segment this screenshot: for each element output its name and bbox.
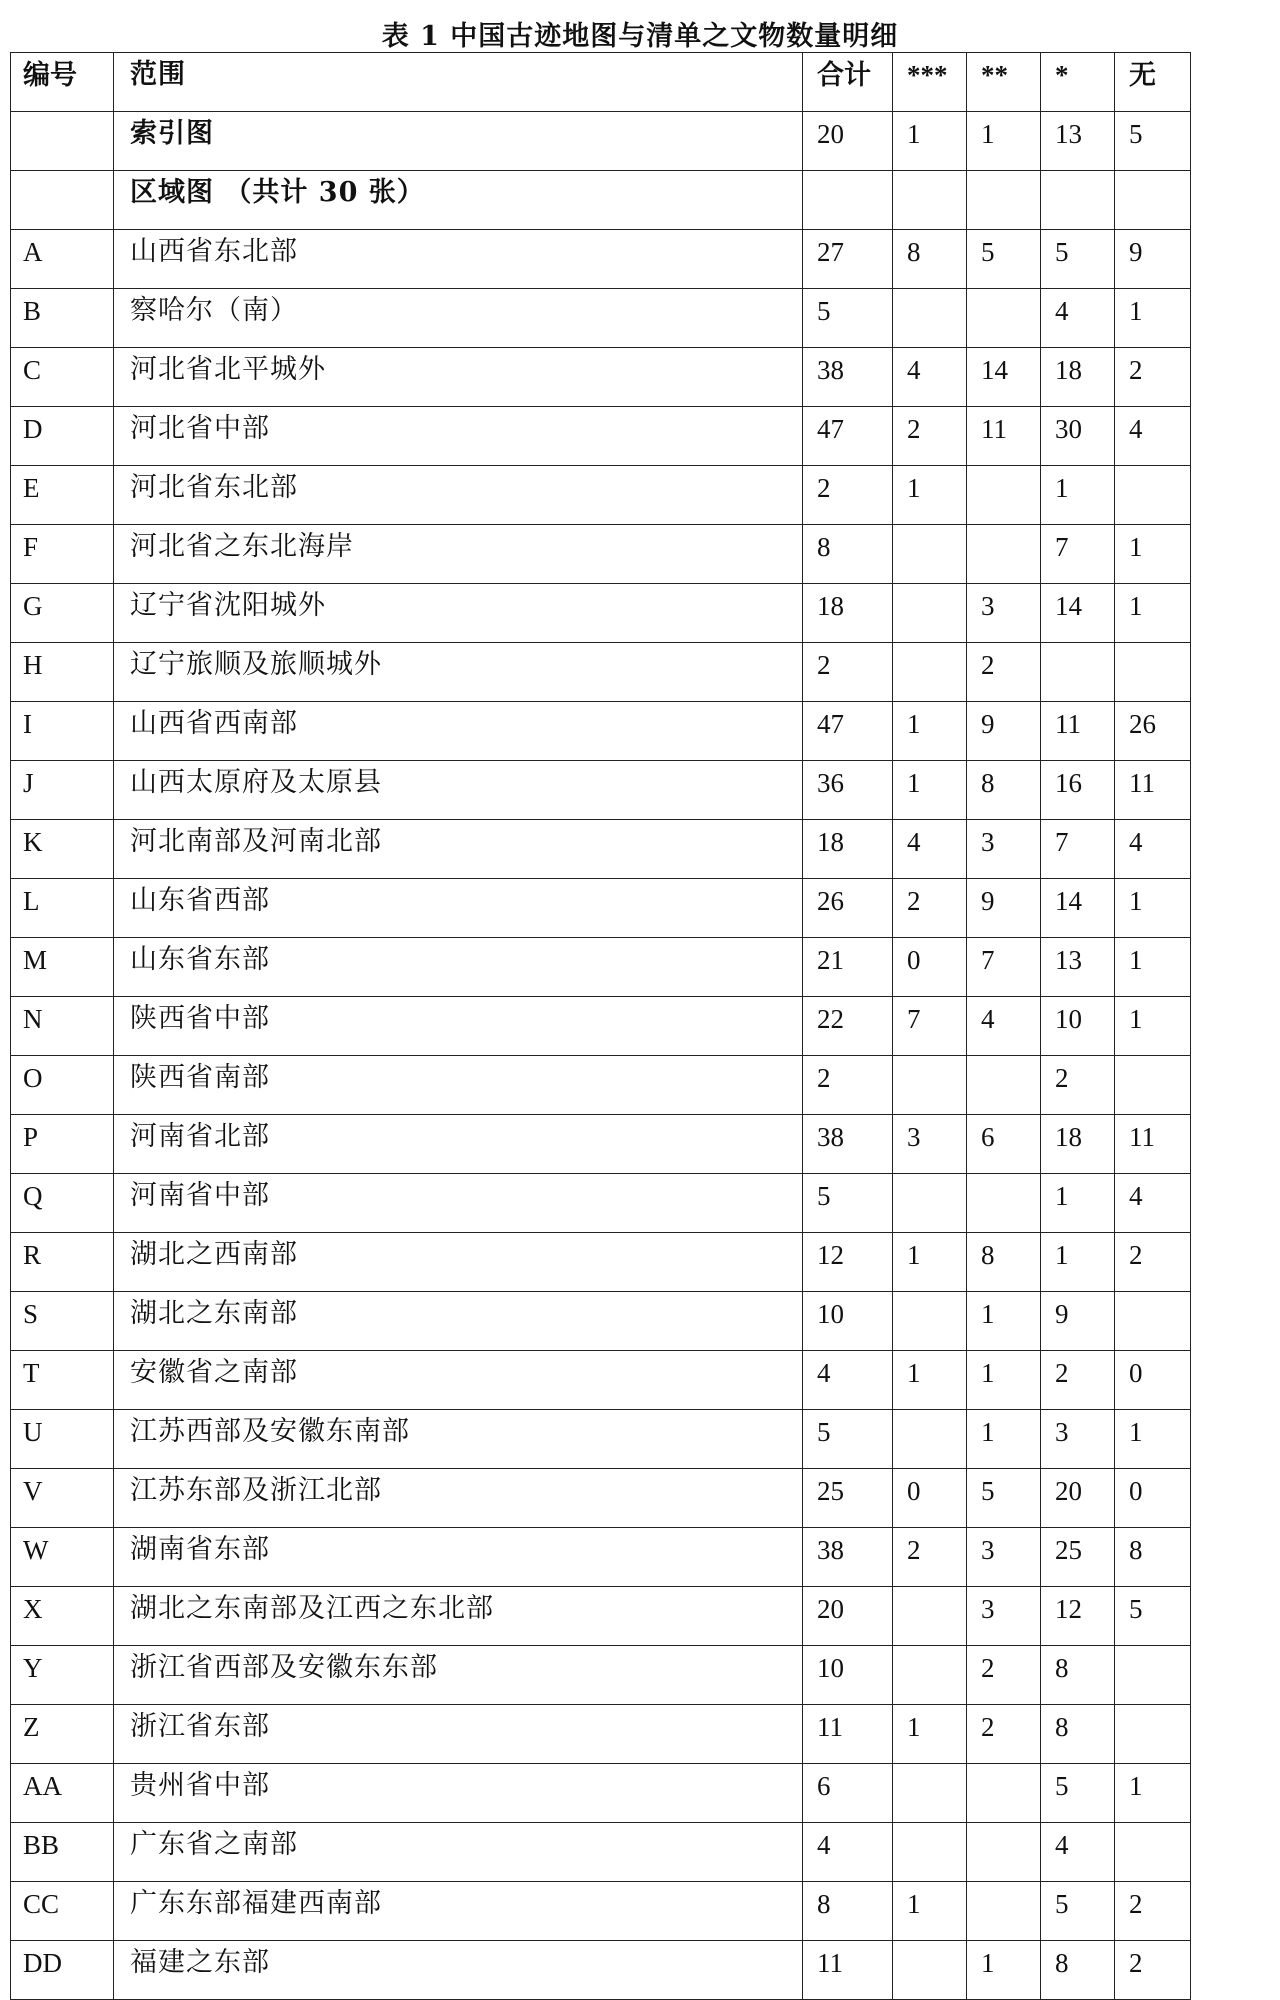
one-star-cell: 5: [1041, 1764, 1115, 1823]
one-star-cell: 16: [1041, 761, 1115, 820]
table-row: [11, 407, 1191, 466]
regional-maps-row: [11, 171, 1191, 230]
code-cell: N: [11, 997, 114, 1056]
column-header: 合计: [803, 53, 893, 112]
two-star-cell: 3: [967, 820, 1041, 879]
code-cell: U: [11, 1410, 114, 1469]
one-star-cell: 2: [1041, 1351, 1115, 1410]
two-star-cell: 4: [967, 997, 1041, 1056]
code-cell: F: [11, 525, 114, 584]
none-cell: [1115, 643, 1191, 702]
table-row: [11, 1351, 1191, 1410]
one-star-cell: [1041, 643, 1115, 702]
total-cell: 38: [803, 1528, 893, 1587]
code-cell: R: [11, 1233, 114, 1292]
code-cell: W: [11, 1528, 114, 1587]
code-cell: Q: [11, 1174, 114, 1233]
scope-cell: 河北南部及河南北部: [114, 820, 803, 879]
three-star-cell: 7: [893, 997, 967, 1056]
table-row: [11, 1174, 1191, 1233]
none-cell: 4: [1115, 1174, 1191, 1233]
none-cell: 1: [1115, 997, 1191, 1056]
total-cell: 5: [803, 289, 893, 348]
three-star-cell: 1: [893, 761, 967, 820]
total-cell: 22: [803, 997, 893, 1056]
one-star-cell: 2: [1041, 1056, 1115, 1115]
scope-cell: 辽宁省沈阳城外: [114, 584, 803, 643]
none-cell: 1: [1115, 1764, 1191, 1823]
three-star-cell: [893, 584, 967, 643]
scope-cell: 河北省之东北海岸: [114, 525, 803, 584]
column-header: *: [1041, 53, 1115, 112]
code-cell: A: [11, 230, 114, 289]
total-cell: 26: [803, 879, 893, 938]
three-star-cell: 4: [893, 820, 967, 879]
scope-cell: 广东省之南部: [114, 1823, 803, 1882]
three-star-cell: [893, 1823, 967, 1882]
two-star-cell: 3: [967, 1528, 1041, 1587]
two-star-cell: 1: [967, 1351, 1041, 1410]
one-star-cell: 18: [1041, 1115, 1115, 1174]
table-row: [11, 1115, 1191, 1174]
code-cell: P: [11, 1115, 114, 1174]
total-cell: 20: [803, 1587, 893, 1646]
two-star-cell: 3: [967, 1587, 1041, 1646]
none-cell: [1115, 1056, 1191, 1115]
table-row: [11, 230, 1191, 289]
none-cell: 5: [1115, 1587, 1191, 1646]
table-row: [11, 761, 1191, 820]
none-cell: 5: [1115, 112, 1191, 171]
total-cell: 2: [803, 1056, 893, 1115]
one-star-cell: 4: [1041, 289, 1115, 348]
none-cell: [1115, 1646, 1191, 1705]
scope-cell: 河南省北部: [114, 1115, 803, 1174]
table-row: [11, 643, 1191, 702]
two-star-cell: 6: [967, 1115, 1041, 1174]
code-cell: Y: [11, 1646, 114, 1705]
total-cell: 8: [803, 1882, 893, 1941]
one-star-cell: 8: [1041, 1941, 1115, 2000]
two-star-cell: 7: [967, 938, 1041, 997]
three-star-cell: [893, 1174, 967, 1233]
code-cell: T: [11, 1351, 114, 1410]
table-row: [11, 1587, 1191, 1646]
none-cell: 9: [1115, 230, 1191, 289]
total-cell: 38: [803, 348, 893, 407]
three-star-cell: 4: [893, 348, 967, 407]
scope-cell: 河北省东北部: [114, 466, 803, 525]
one-star-cell: 7: [1041, 820, 1115, 879]
scope-cell: 湖北之西南部: [114, 1233, 803, 1292]
total-cell: 2: [803, 643, 893, 702]
table-row: [11, 1292, 1191, 1351]
three-star-cell: 0: [893, 1469, 967, 1528]
table-row: [11, 1056, 1191, 1115]
column-header: 范围: [114, 53, 803, 112]
none-cell: 1: [1115, 525, 1191, 584]
code-cell: I: [11, 702, 114, 761]
table-row: [11, 702, 1191, 761]
three-star-cell: [893, 643, 967, 702]
table-row: [11, 1705, 1191, 1764]
none-cell: 0: [1115, 1351, 1191, 1410]
total-cell: 18: [803, 820, 893, 879]
three-star-cell: [893, 171, 967, 230]
two-star-cell: 8: [967, 1233, 1041, 1292]
total-cell: 4: [803, 1351, 893, 1410]
total-cell: 12: [803, 1233, 893, 1292]
one-star-cell: 20: [1041, 1469, 1115, 1528]
total-cell: 20: [803, 112, 893, 171]
code-cell: J: [11, 761, 114, 820]
one-star-cell: 11: [1041, 702, 1115, 761]
scope-cell: 浙江省东部: [114, 1705, 803, 1764]
table-row: [11, 1528, 1191, 1587]
one-star-cell: 5: [1041, 230, 1115, 289]
one-star-cell: 13: [1041, 938, 1115, 997]
none-cell: 2: [1115, 1941, 1191, 2000]
three-star-cell: 1: [893, 1705, 967, 1764]
two-star-cell: 1: [967, 1941, 1041, 2000]
table-row: [11, 1764, 1191, 1823]
total-cell: 8: [803, 525, 893, 584]
three-star-cell: [893, 289, 967, 348]
table-row: [11, 1941, 1191, 2000]
total-cell: 18: [803, 584, 893, 643]
two-star-cell: 2: [967, 1705, 1041, 1764]
scope-cell: 贵州省中部: [114, 1764, 803, 1823]
scope-cell: 江苏西部及安徽东南部: [114, 1410, 803, 1469]
code-cell: L: [11, 879, 114, 938]
one-star-cell: 14: [1041, 879, 1115, 938]
header-row: [11, 53, 1191, 112]
two-star-cell: [967, 1882, 1041, 1941]
three-star-cell: [893, 1764, 967, 1823]
code-cell: G: [11, 584, 114, 643]
none-cell: 26: [1115, 702, 1191, 761]
one-star-cell: 10: [1041, 997, 1115, 1056]
one-star-cell: 13: [1041, 112, 1115, 171]
two-star-cell: [967, 171, 1041, 230]
two-star-cell: [967, 466, 1041, 525]
scope-cell: 湖北之东南部: [114, 1292, 803, 1351]
two-star-cell: [967, 1056, 1041, 1115]
none-cell: 2: [1115, 1233, 1191, 1292]
table-row: [11, 1823, 1191, 1882]
artifact-count-table: [10, 52, 1191, 2000]
one-star-cell: 25: [1041, 1528, 1115, 1587]
none-cell: [1115, 1823, 1191, 1882]
scope-cell: 山西太原府及太原县: [114, 761, 803, 820]
one-star-cell: 8: [1041, 1646, 1115, 1705]
scope-cell: 区域图 （共计 30 张）: [114, 171, 803, 230]
none-cell: 1: [1115, 289, 1191, 348]
index-map-row: [11, 112, 1191, 171]
two-star-cell: [967, 289, 1041, 348]
code-cell: E: [11, 466, 114, 525]
one-star-cell: 18: [1041, 348, 1115, 407]
three-star-cell: [893, 1410, 967, 1469]
one-star-cell: 1: [1041, 1233, 1115, 1292]
scope-cell: 陕西省中部: [114, 997, 803, 1056]
one-star-cell: [1041, 171, 1115, 230]
scope-cell: 索引图: [114, 112, 803, 171]
table-row: [11, 938, 1191, 997]
scope-cell: 河南省中部: [114, 1174, 803, 1233]
three-star-cell: 1: [893, 1882, 967, 1941]
table-row: [11, 525, 1191, 584]
table-row: [11, 820, 1191, 879]
none-cell: 1: [1115, 1410, 1191, 1469]
table-row: [11, 1882, 1191, 1941]
two-star-cell: 2: [967, 643, 1041, 702]
code-cell: H: [11, 643, 114, 702]
none-cell: 0: [1115, 1469, 1191, 1528]
code-cell: O: [11, 1056, 114, 1115]
scope-cell: 山西省东北部: [114, 230, 803, 289]
scope-cell: 山东省东部: [114, 938, 803, 997]
none-cell: 2: [1115, 348, 1191, 407]
none-cell: [1115, 171, 1191, 230]
two-star-cell: 8: [967, 761, 1041, 820]
table-row: [11, 348, 1191, 407]
code-cell: AA: [11, 1764, 114, 1823]
one-star-cell: 8: [1041, 1705, 1115, 1764]
code-cell: BB: [11, 1823, 114, 1882]
code-cell: CC: [11, 1882, 114, 1941]
total-cell: 5: [803, 1174, 893, 1233]
one-star-cell: 9: [1041, 1292, 1115, 1351]
scope-cell: 江苏东部及浙江北部: [114, 1469, 803, 1528]
one-star-cell: 7: [1041, 525, 1115, 584]
two-star-cell: 9: [967, 879, 1041, 938]
total-cell: 4: [803, 1823, 893, 1882]
one-star-cell: 14: [1041, 584, 1115, 643]
code-cell: C: [11, 348, 114, 407]
none-cell: 1: [1115, 584, 1191, 643]
three-star-cell: 3: [893, 1115, 967, 1174]
total-cell: 5: [803, 1410, 893, 1469]
three-star-cell: 1: [893, 112, 967, 171]
scope-cell: 察哈尔（南）: [114, 289, 803, 348]
scope-cell: 河北省中部: [114, 407, 803, 466]
total-cell: 36: [803, 761, 893, 820]
none-cell: 1: [1115, 938, 1191, 997]
none-cell: 8: [1115, 1528, 1191, 1587]
two-star-cell: [967, 1764, 1041, 1823]
total-cell: [803, 171, 893, 230]
total-cell: 38: [803, 1115, 893, 1174]
none-cell: 11: [1115, 761, 1191, 820]
total-cell: 10: [803, 1646, 893, 1705]
one-star-cell: 12: [1041, 1587, 1115, 1646]
scope-cell: 陕西省南部: [114, 1056, 803, 1115]
three-star-cell: [893, 525, 967, 584]
table-row: [11, 1469, 1191, 1528]
table-row: [11, 997, 1191, 1056]
code-cell: [11, 112, 114, 171]
two-star-cell: [967, 1823, 1041, 1882]
none-cell: 4: [1115, 407, 1191, 466]
table-row: [11, 289, 1191, 348]
one-star-cell: 1: [1041, 466, 1115, 525]
one-star-cell: 4: [1041, 1823, 1115, 1882]
three-star-cell: 0: [893, 938, 967, 997]
two-star-cell: 9: [967, 702, 1041, 761]
total-cell: 21: [803, 938, 893, 997]
total-cell: 25: [803, 1469, 893, 1528]
code-cell: D: [11, 407, 114, 466]
column-header: 编号: [11, 53, 114, 112]
two-star-cell: 14: [967, 348, 1041, 407]
none-cell: [1115, 466, 1191, 525]
three-star-cell: 2: [893, 407, 967, 466]
total-cell: 11: [803, 1705, 893, 1764]
two-star-cell: 1: [967, 1292, 1041, 1351]
code-cell: S: [11, 1292, 114, 1351]
table-row: [11, 1410, 1191, 1469]
none-cell: 2: [1115, 1882, 1191, 1941]
table-row: [11, 1646, 1191, 1705]
three-star-cell: 2: [893, 1528, 967, 1587]
scope-cell: 福建之东部: [114, 1941, 803, 2000]
column-header: ***: [893, 53, 967, 112]
scope-cell: 湖南省东部: [114, 1528, 803, 1587]
scope-cell: 广东东部福建西南部: [114, 1882, 803, 1941]
three-star-cell: [893, 1941, 967, 2000]
none-cell: 11: [1115, 1115, 1191, 1174]
scope-cell: 河北省北平城外: [114, 348, 803, 407]
scope-cell: 浙江省西部及安徽东东部: [114, 1646, 803, 1705]
none-cell: 4: [1115, 820, 1191, 879]
two-star-cell: 5: [967, 230, 1041, 289]
code-cell: [11, 171, 114, 230]
one-star-cell: 1: [1041, 1174, 1115, 1233]
scope-cell: 山东省西部: [114, 879, 803, 938]
three-star-cell: [893, 1587, 967, 1646]
one-star-cell: 3: [1041, 1410, 1115, 1469]
two-star-cell: 3: [967, 584, 1041, 643]
two-star-cell: 1: [967, 1410, 1041, 1469]
three-star-cell: 1: [893, 1351, 967, 1410]
none-cell: [1115, 1292, 1191, 1351]
code-cell: V: [11, 1469, 114, 1528]
total-cell: 47: [803, 407, 893, 466]
two-star-cell: [967, 525, 1041, 584]
scope-cell: 山西省西南部: [114, 702, 803, 761]
table-body: [11, 53, 1191, 2000]
total-cell: 6: [803, 1764, 893, 1823]
table-row: [11, 879, 1191, 938]
column-header: 无: [1115, 53, 1191, 112]
none-cell: 1: [1115, 879, 1191, 938]
three-star-cell: 1: [893, 702, 967, 761]
table-title: 表 1 中国古迹地图与清单之文物数量明细: [381, 21, 899, 52]
two-star-cell: [967, 1174, 1041, 1233]
total-cell: 27: [803, 230, 893, 289]
table-row: [11, 1233, 1191, 1292]
three-star-cell: [893, 1056, 967, 1115]
table-row: [11, 466, 1191, 525]
code-cell: Z: [11, 1705, 114, 1764]
none-cell: [1115, 1705, 1191, 1764]
scope-cell: 湖北之东南部及江西之东北部: [114, 1587, 803, 1646]
table-row: [11, 584, 1191, 643]
one-star-cell: 5: [1041, 1882, 1115, 1941]
code-cell: K: [11, 820, 114, 879]
total-cell: 2: [803, 466, 893, 525]
code-cell: M: [11, 938, 114, 997]
three-star-cell: 1: [893, 466, 967, 525]
code-cell: B: [11, 289, 114, 348]
total-cell: 47: [803, 702, 893, 761]
two-star-cell: 1: [967, 112, 1041, 171]
code-cell: DD: [11, 1941, 114, 2000]
two-star-cell: 5: [967, 1469, 1041, 1528]
scope-cell: 辽宁旅顺及旅顺城外: [114, 643, 803, 702]
scope-cell: 安徽省之南部: [114, 1351, 803, 1410]
three-star-cell: [893, 1646, 967, 1705]
three-star-cell: 2: [893, 879, 967, 938]
three-star-cell: 1: [893, 1233, 967, 1292]
three-star-cell: [893, 1292, 967, 1351]
total-cell: 10: [803, 1292, 893, 1351]
three-star-cell: 8: [893, 230, 967, 289]
total-cell: 11: [803, 1941, 893, 2000]
code-cell: X: [11, 1587, 114, 1646]
two-star-cell: 11: [967, 407, 1041, 466]
column-header: **: [967, 53, 1041, 112]
one-star-cell: 30: [1041, 407, 1115, 466]
two-star-cell: 2: [967, 1646, 1041, 1705]
